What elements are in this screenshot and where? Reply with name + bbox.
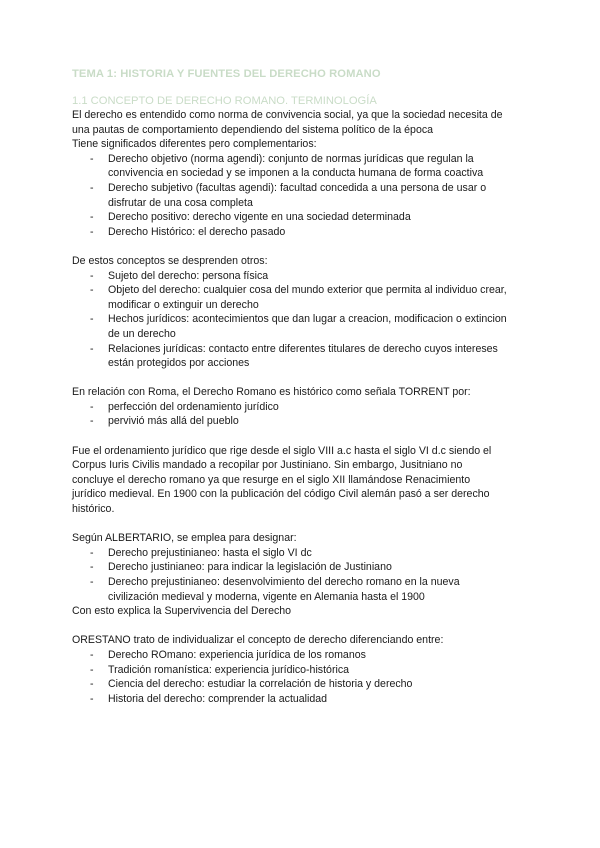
list-item-text: Sujeto del derecho: persona física	[108, 269, 269, 282]
dash-bullet: -	[90, 269, 94, 282]
dash-bullet: -	[90, 342, 94, 355]
dash-bullet: -	[90, 561, 94, 574]
list-item-text: modificar o extinguir un derecho	[108, 298, 259, 311]
list-item-text: disfrutar de una cosa completa	[108, 196, 253, 209]
list-item	[72, 210, 532, 225]
dash-bullet: -	[90, 663, 94, 676]
list-item-text: Derecho prejustinianeo: desenvolvimiento del derecho romano en la nueva	[108, 576, 460, 588]
text-line: El derecho es entendido como norma de convivencia social, ya que la sociedad necesita de	[72, 109, 503, 121]
list-item-text: perfección del ordenamiento jurídico	[108, 400, 279, 413]
dash-bullet: -	[90, 313, 94, 326]
list-item	[72, 414, 532, 429]
dash-bullet: -	[90, 225, 94, 238]
text-line: una pautas de comportamiento dependiendo del sistema político de la época	[72, 123, 434, 136]
list-orestano	[72, 648, 532, 706]
list-item-text: convivencia en sociedad y se imponen a la conducta humana de forma coactiva	[108, 167, 484, 180]
list-item	[72, 152, 532, 181]
list-item-text: de un derecho	[108, 327, 176, 340]
list-item-text: Historia del derecho: comprender la actualidad	[108, 692, 328, 705]
list-item-text: Derecho justinianeo: para indicar la legislación de Justiniano	[108, 561, 392, 574]
list-item-text: pervivió más allá del pueblo	[108, 415, 239, 428]
paragraph-history	[72, 444, 532, 517]
paragraph-albertario: Según ALBERTARIO, se emplea para designar:	[72, 532, 297, 545]
text-line: Tiene significados diferentes pero complementarios:	[72, 138, 317, 151]
document-title: TEMA 1: HISTORIA Y FUENTES DEL DERECHO ROMANO	[72, 68, 381, 80]
dash-bullet: -	[90, 284, 94, 297]
list-item-text: Objeto del derecho: cualquier cosa del mundo exterior que permita al individuo crear,	[108, 284, 507, 297]
list-item-text: Hechos jurídicos: acontecimientos que dan lugar a creacion, modificacion o extincion	[108, 313, 507, 326]
list-item	[72, 575, 532, 604]
text-line: Fue el ordenamiento jurídico que rige desde el siglo VIII a.c hasta el siglo VI d.c siendo el	[72, 444, 492, 457]
dash-bullet: -	[90, 152, 94, 165]
list-item	[72, 400, 532, 415]
text-line: concluye el derecho romano ya que resurge en el siglo XII llamándose Renacimiento	[72, 473, 471, 486]
dash-bullet: -	[90, 648, 94, 661]
list-item-text: Derecho ROmano: experiencia jurídica de los romanos	[108, 648, 366, 661]
text-line: histórico.	[72, 503, 115, 516]
paragraph-supervivencia: Con esto explica la Supervivencia del Derecho	[72, 605, 292, 618]
text-line: Corpus Iuris Civilis mandado a recopilar por Justiniano. Sin embargo, Jusitniano no	[72, 459, 463, 472]
dash-bullet: -	[90, 181, 94, 194]
paragraph-orestano: ORESTANO trato de individualizar el concepto de derecho diferenciando entre:	[72, 634, 444, 647]
list-item	[72, 560, 532, 575]
list-albertario	[72, 546, 532, 604]
list-item	[72, 663, 532, 678]
list-item-text: Tradición romanística: experiencia jurídico-histórica	[108, 663, 350, 676]
list-torrent	[72, 400, 532, 429]
list-item	[72, 225, 532, 240]
list-item	[72, 648, 532, 663]
dash-bullet: -	[90, 415, 94, 428]
list-item	[72, 342, 532, 371]
list-item	[72, 692, 532, 707]
dash-bullet: -	[90, 546, 94, 559]
text-line: jurídico medieval. En 1900 con la publicación del código Civil alemán pasó a ser derecho	[72, 488, 490, 501]
list-item-text: están protegidos por acciones	[108, 357, 250, 370]
paragraph-intro	[72, 108, 532, 152]
dash-bullet: -	[90, 400, 94, 413]
list-item-text: Ciencia del derecho: estudiar la correlación de historia y derecho	[108, 678, 413, 691]
list-item-text: Derecho objetivo (norma agendi): conjunto de normas jurídicas que regulan la	[108, 152, 474, 165]
paragraph-concepts: De estos conceptos se desprenden otros:	[72, 254, 268, 267]
list-item	[72, 181, 532, 210]
list-concepts	[72, 269, 532, 371]
list-item-text: Derecho prejustinianeo: hasta el siglo VI dc	[108, 546, 312, 559]
list-item-text: Derecho positivo: derecho vigente en una sociedad determinada	[108, 211, 411, 224]
section-heading: 1.1 CONCEPTO DE DERECHO ROMANO. TERMINOLOGÍA	[72, 95, 377, 107]
list-item-text: Relaciones jurídicas: contacto entre diferentes titulares de derecho cuyos intereses	[108, 342, 498, 355]
list-item	[72, 269, 532, 284]
list-item-text: Derecho subjetivo (facultas agendi): facultad concedida a una persona de usar o	[108, 181, 487, 194]
document-page	[72, 68, 532, 706]
dash-bullet: -	[90, 692, 94, 705]
list-meanings	[72, 152, 532, 240]
list-item	[72, 283, 532, 312]
list-item	[72, 312, 532, 341]
list-item	[72, 546, 532, 561]
list-item-text: civilización medieval y moderna, vigente en Alemania hasta el 1900	[108, 590, 425, 603]
list-item	[72, 677, 532, 692]
dash-bullet: -	[90, 211, 94, 224]
dash-bullet: -	[90, 576, 94, 588]
dash-bullet: -	[90, 678, 94, 691]
paragraph-torrent: En relación con Roma, el Derecho Romano es histórico como señala TORRENT por:	[72, 386, 471, 399]
list-item-text: Derecho Histórico: el derecho pasado	[108, 225, 286, 238]
